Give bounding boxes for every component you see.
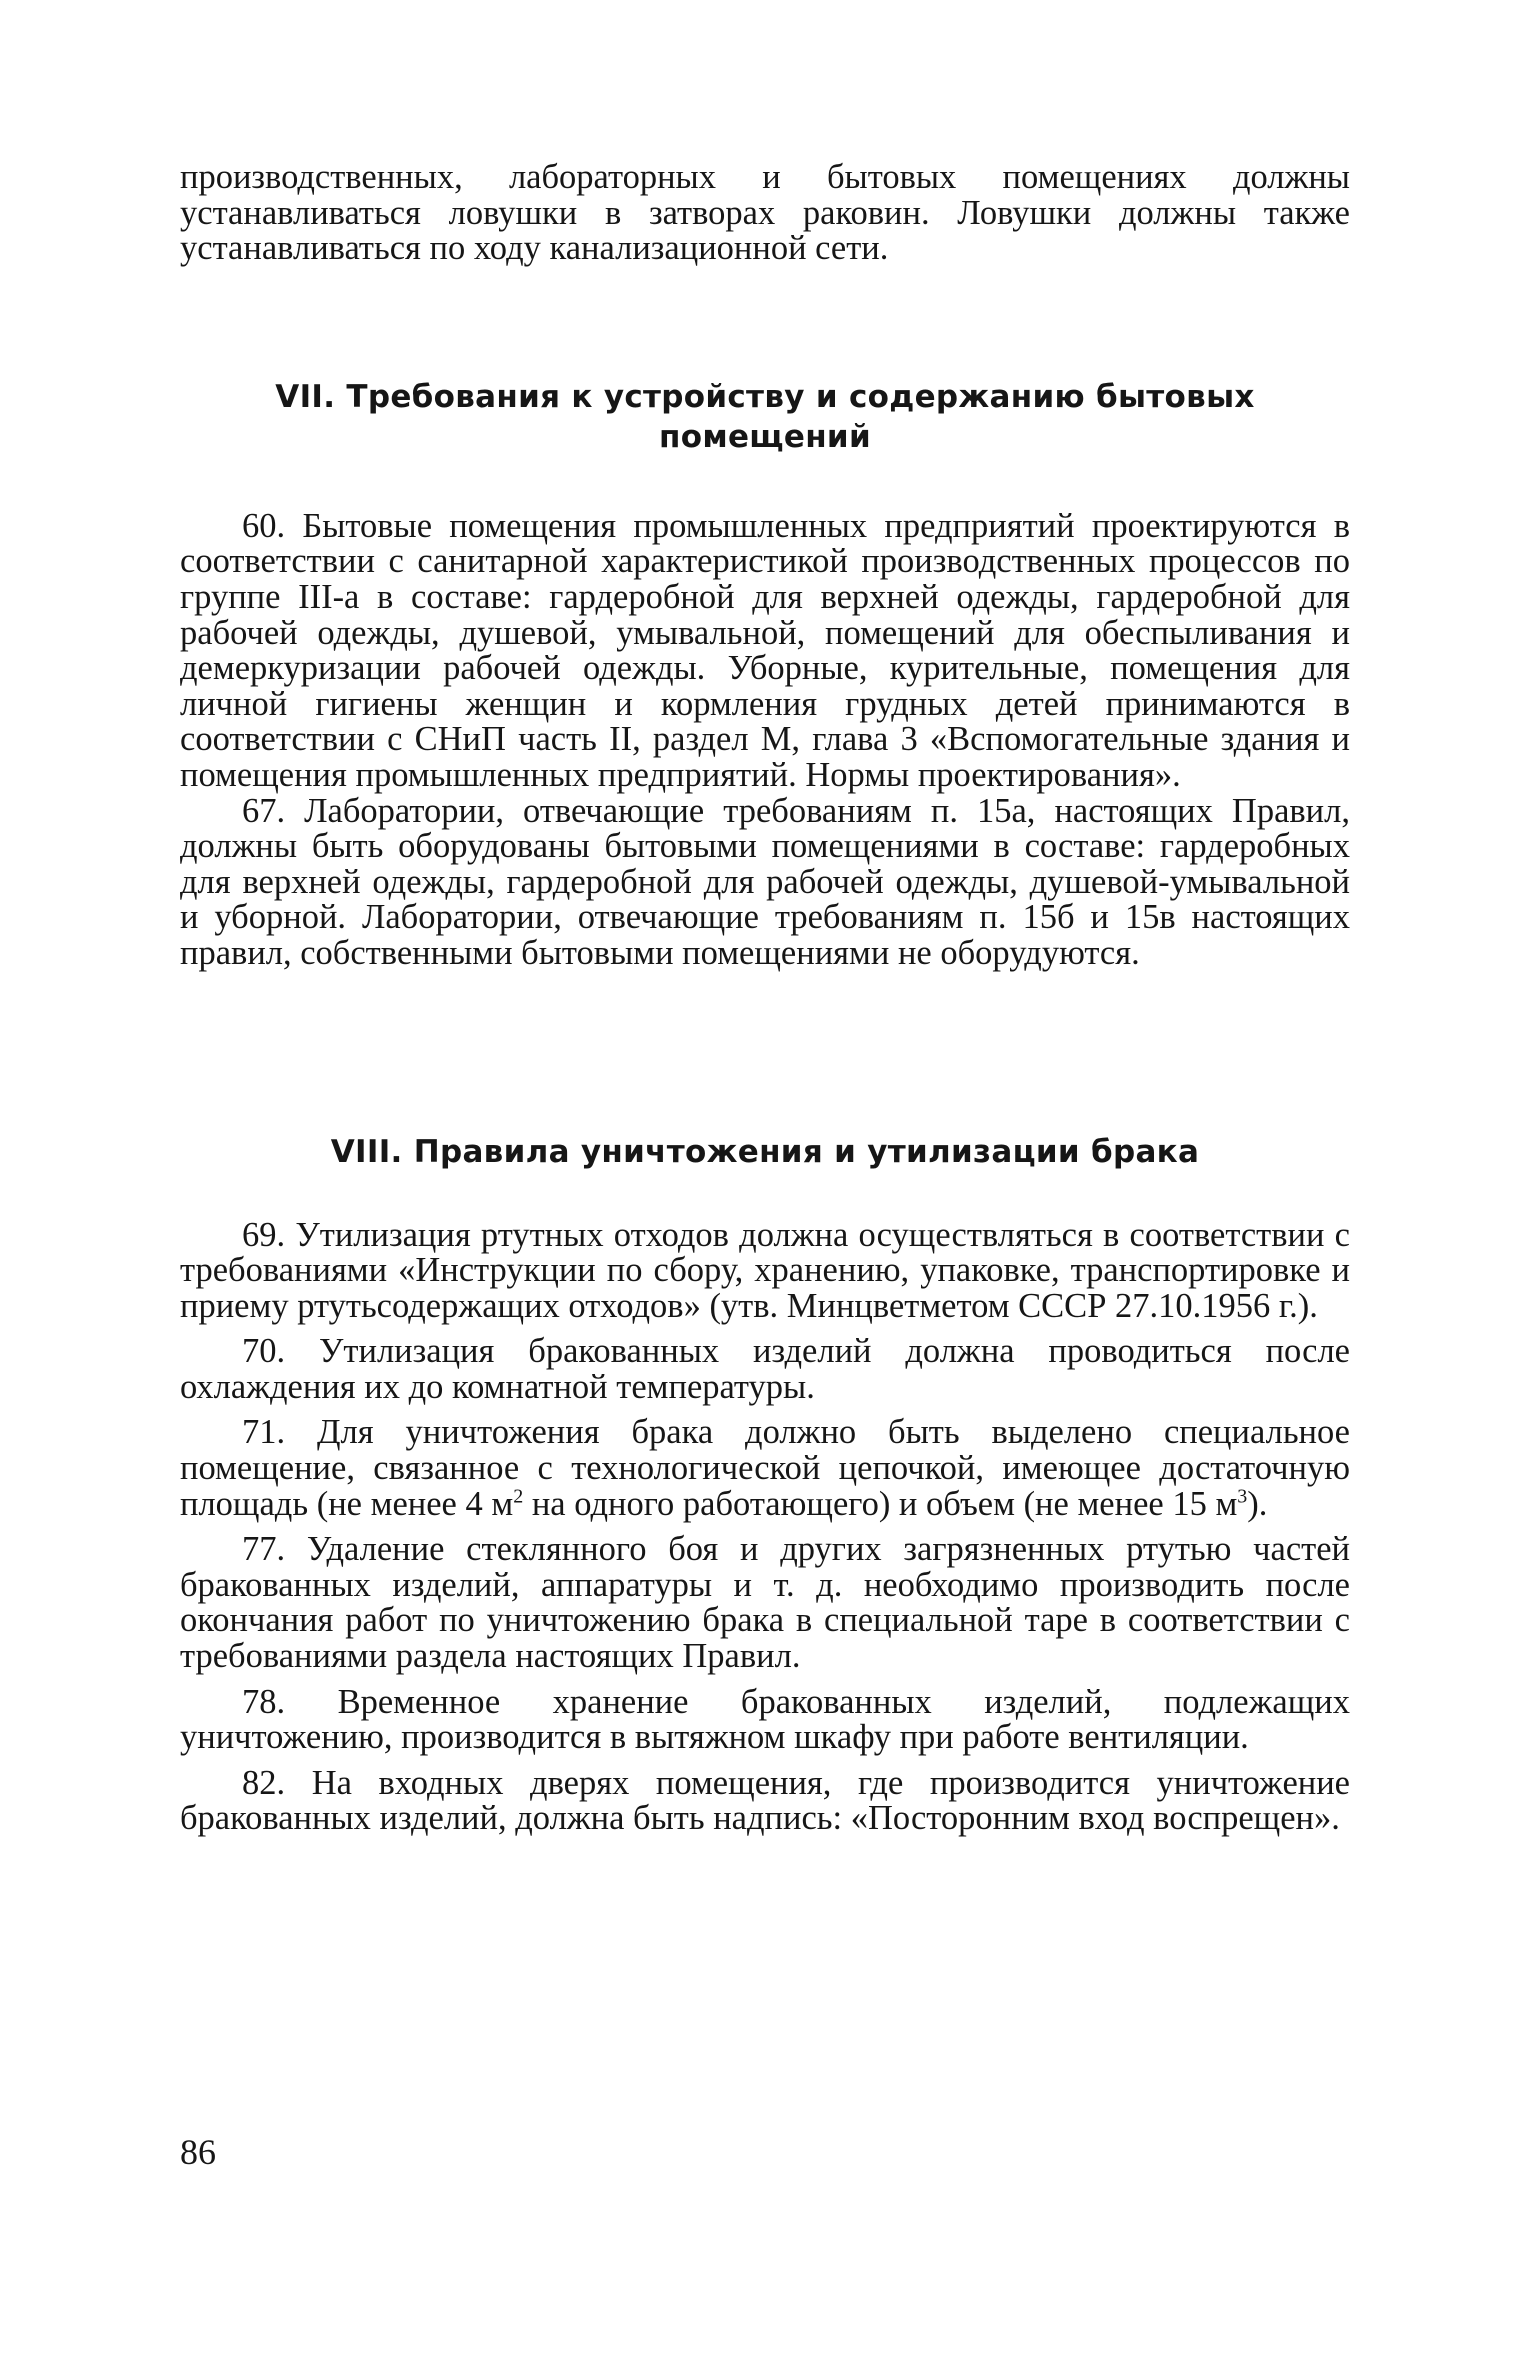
document-page — [180, 160, 1350, 1837]
paragraph-67: 67. Лаборатории, отвечающие требованиям п. 15а, настоящих Правил, должны быть оборудованы бытовыми помещениями в составе: гардеробных для верхней одежды, гардеробной для рабочей одежды, душевой-умывальной и уборной. Лаборатории, отвечающие требованиям п. 15б и 15в настоящих правил, собственными бытовыми помещениями не оборудуются. — [180, 791, 1350, 972]
paragraph-70: 70. Утилизация бракованных изделий должна проводиться после охлаждения их до комнатной температуры. — [180, 1332, 1350, 1406]
superscript-3: 3 — [1237, 1485, 1248, 1508]
paragraph-71-part-1: 71. Для уничтожения брака должно быть выделено специальное помещение, связанное с технологической цепочкой, имеющее достаточную площадь (не менее 4 м — [180, 1413, 1350, 1523]
superscript-2: 2 — [513, 1485, 524, 1508]
paragraph-71-part-3: ). — [1247, 1484, 1268, 1523]
section-7-heading: VII. Требования к устройству и содержанию бытовых помещений — [275, 378, 1255, 455]
paragraph-78: 78. Временное хранение бракованных изделий, подлежащих уничтожению, производится в вытяжном шкафу при работе вентиляции. — [180, 1682, 1350, 1757]
paragraph-69: 69. Утилизация ртутных отходов должна осуществляться в соответствии с требованиями «Инструкции по сбору, хранению, упаковке, транспортировке и приему ртутьсодержащих отходов» (утв. Минцветметом СССР 27.10.1956 г.). — [180, 1215, 1350, 1325]
page-number: 86 — [180, 2132, 216, 2172]
section-8-heading: VIII. Правила уничтожения и утилизации брака — [330, 1133, 1200, 1170]
paragraph-77: 77. Удаление стеклянного боя и других загрязненных ртутью частей бракованных изделий, аппаратуры и т. д. необходимо производить после окончания работ по уничтожению брака в специальной таре в соответствии с требованиями раздела настоящих Правил. — [180, 1530, 1350, 1676]
paragraph-60: 60. Бытовые помещения промышленных предприятий проектируются в соответствии с санитарной характеристикой производственных процессов по группе III-а в составе: гардеробной для верхней одежды, гардеробной для рабочей одежды, душевой, умывальной, помещений для обеспыливания и демеркуризации рабочей одежды. Уборные, курительные, помещения для личной гигиены женщин и кормления грудных детей принимаются в соответствии с СНиП часть II, раздел М, глава 3 «Вспомогательные здания и помещения промышленных предприятий. Нормы проектирования». — [180, 506, 1350, 794]
paragraph-82: 82. На входных дверях помещения, где производится уничтожение бракованных изделий, должна быть надпись: «Посторонним вход воспрещен». — [180, 1763, 1350, 1838]
paragraph-71 — [180, 1415, 1350, 1522]
paragraph-71-part-2: на одного работающего) и объем (не менее 15 м — [523, 1484, 1238, 1523]
intro-paragraph: производственных, лабораторных и бытовых помещениях должны устанавливаться ловушки в затворах раковин. Ловушки должны также устанавливаться по ходу канализационной сети. — [180, 158, 1350, 268]
